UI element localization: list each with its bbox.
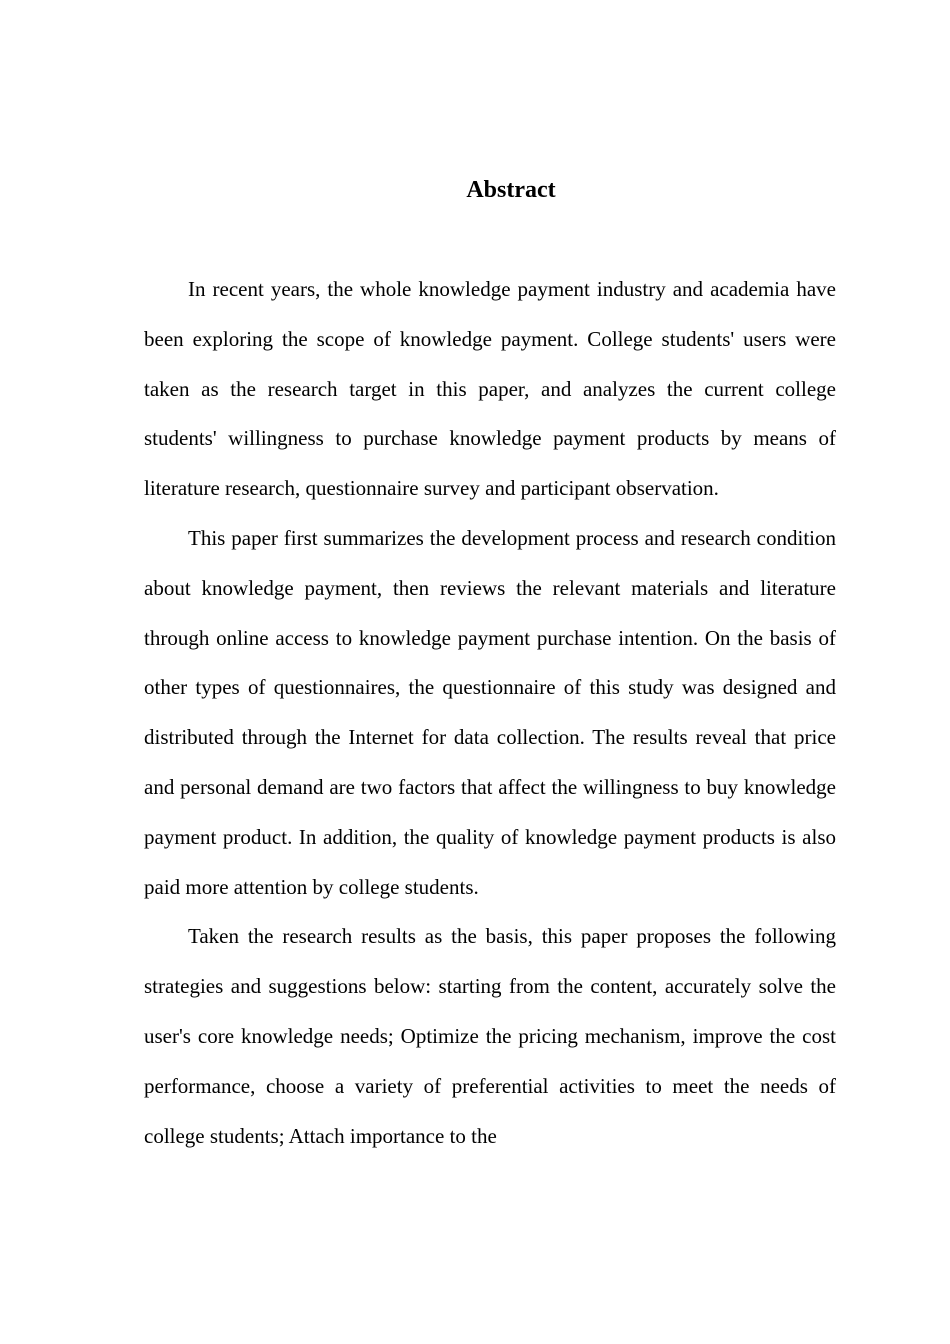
abstract-body [144,265,836,1161]
abstract-title: Abstract [466,177,556,203]
abstract-paragraph-2: This paper first summarizes the development process and research condition about knowledge payment, then reviews the relevant materials and literature through online access to knowledge payment purchase intention. On the basis of other types of questionnaires, the questionnaire of this study was designed and distributed through the Internet for data collection. The results reveal that price and personal demand are two factors that affect the willingness to buy knowledge payment product. In addition, the quality of knowledge payment products is also paid more attention by college students. [144,525,836,899]
abstract-paragraph-3: Taken the research results as the basis, this paper proposes the following strategies and suggestions below: starting from the content, accurately solve the user's core knowledge needs; Optimize the pricing mechanism, improve the cost performance, choose a variety of preferential activities to meet the needs of college students; Attach importance to the [144,924,836,1148]
abstract-paragraph-1: In recent years, the whole knowledge payment industry and academia have been exploring the scope of knowledge payment. College students' users were taken as the research target in this paper, and analyzes the current college students' willingness to purchase knowledge payment products by means of literature research, questionnaire survey and participant observation. [144,277,836,501]
